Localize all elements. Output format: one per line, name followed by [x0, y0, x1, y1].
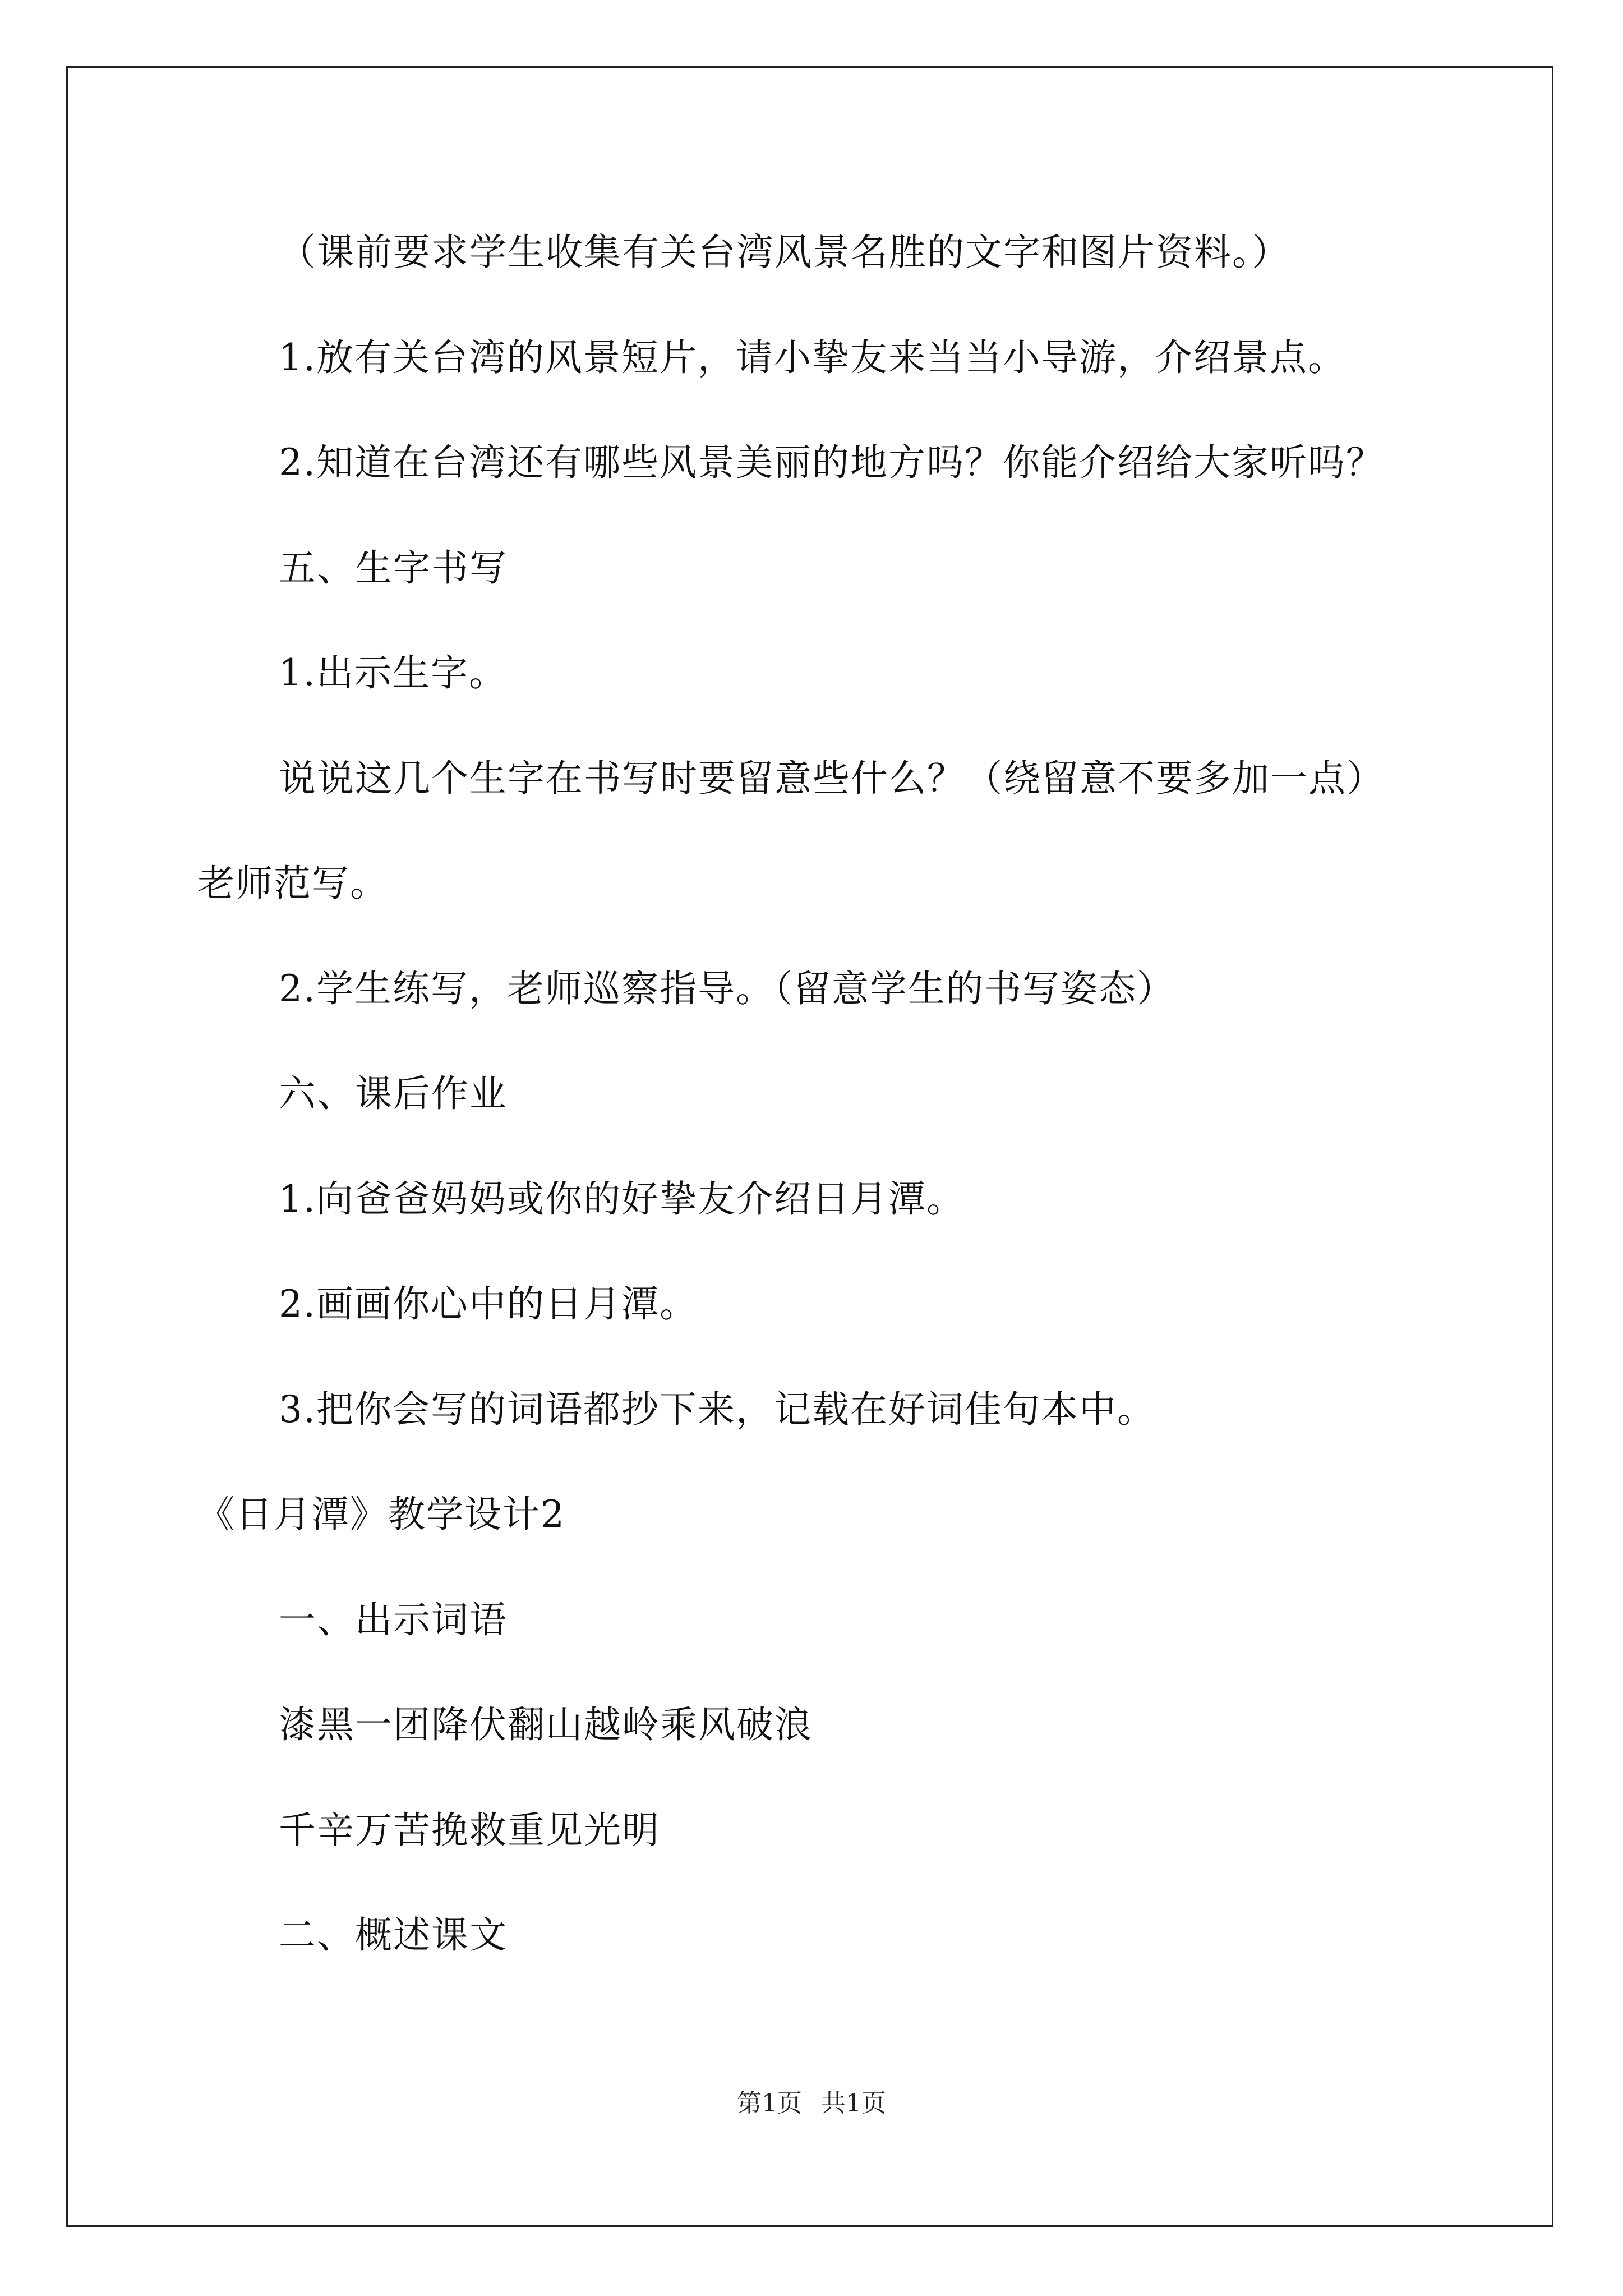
document-title: 《日月潭》教学设计2	[197, 1493, 565, 1536]
paragraph-line: 漆黑一团降伏翻山越岭乘风破浪	[279, 1703, 813, 1746]
paragraph-line: 老师范写。	[197, 862, 388, 905]
section-heading: 二、概述课文	[279, 1913, 508, 1957]
paragraph-line: （课前要求学生收集有关台湾风景名胜的文字和图片资料。）	[279, 231, 1290, 274]
paragraph-line: 2.学生练写，老师巡察指导。（留意学生的书写姿态）	[279, 967, 1175, 1010]
section-heading: 六、课后作业	[279, 1072, 508, 1115]
page-border	[66, 66, 1553, 2227]
paragraph-line: 2.知道在台湾还有哪些风景美丽的地方吗？你能介绍给大家听吗？	[279, 441, 1384, 484]
paragraph-line: 3.把你会写的词语都抄下来，记载在好词佳句本中。	[279, 1388, 1155, 1431]
section-heading: 五、生字书写	[279, 546, 508, 590]
page-number: 第1页	[737, 2089, 802, 2118]
paragraph-line: 千辛万苦挽救重见光明	[279, 1809, 660, 1852]
paragraph-line: 1.放有关台湾的风景短片，请小挚友来当当小导游，介绍景点。	[279, 336, 1346, 379]
paragraph-line: 1.向爸爸妈妈或你的好挚友介绍日月潭。	[279, 1177, 965, 1221]
paragraph-line: 2.画画你心中的日月潭。	[279, 1282, 698, 1326]
paragraph-line: 1.出示生字。	[279, 651, 507, 694]
page-total: 共1页	[821, 2089, 886, 2118]
page-footer	[0, 2088, 1623, 2119]
section-heading: 一、出示词语	[279, 1598, 508, 1641]
paragraph-line: 说说这几个生字在书写时要留意些什么？（绕留意不要多加一点）	[279, 757, 1385, 800]
